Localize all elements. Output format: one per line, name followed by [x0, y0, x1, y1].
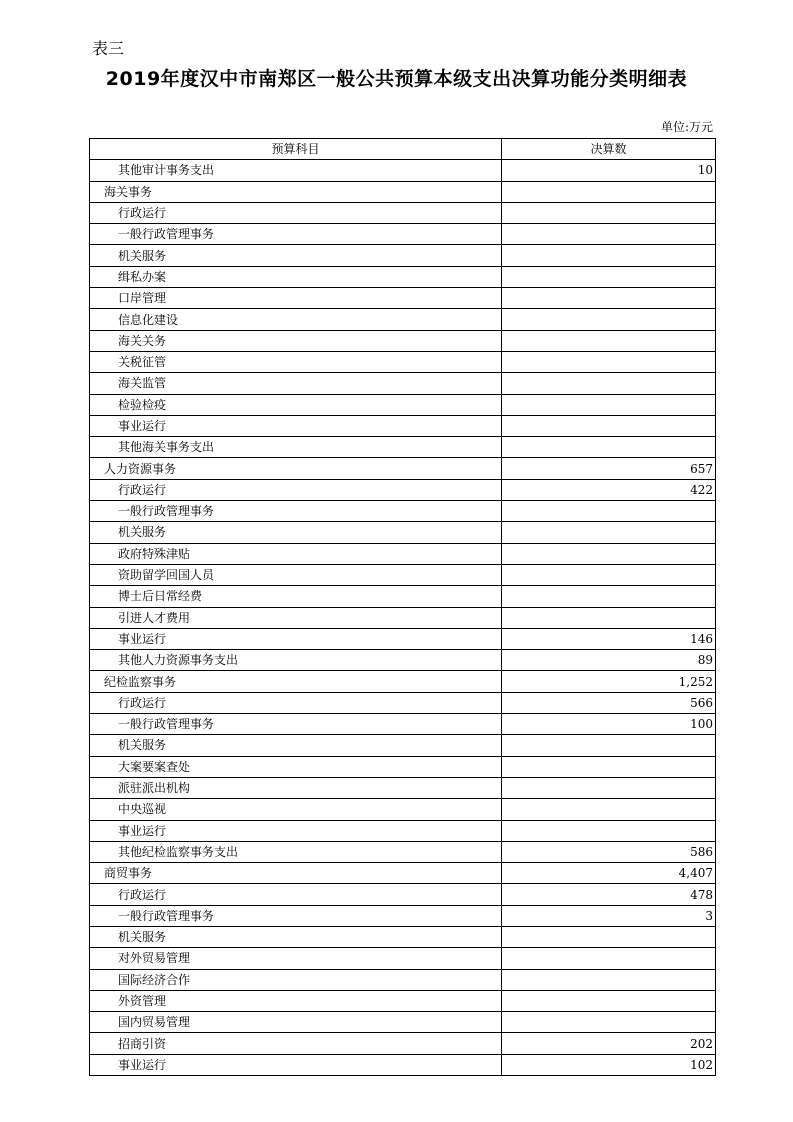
table-row	[90, 309, 716, 330]
table-row	[90, 224, 716, 245]
row-subject-name: 其他纪检监察事务支出	[90, 841, 502, 862]
row-amount: 202	[502, 1033, 716, 1054]
table-row	[90, 543, 716, 564]
row-amount	[502, 777, 716, 798]
row-amount: 566	[502, 692, 716, 713]
column-header-amount: 决算数	[502, 139, 716, 160]
row-subject-name: 检验检疫	[90, 394, 502, 415]
table-row	[90, 692, 716, 713]
row-subject-name: 事业运行	[90, 1054, 502, 1075]
table-row	[90, 501, 716, 522]
table-row	[90, 607, 716, 628]
table-row	[90, 351, 716, 372]
table-row	[90, 714, 716, 735]
row-subject-name: 海关监管	[90, 373, 502, 394]
table-row	[90, 628, 716, 649]
row-subject-name: 国际经济合作	[90, 969, 502, 990]
row-subject-name: 其他人力资源事务支出	[90, 650, 502, 671]
row-amount	[502, 564, 716, 585]
row-amount	[502, 756, 716, 777]
table-row	[90, 948, 716, 969]
row-amount: 3	[502, 905, 716, 926]
row-amount	[502, 288, 716, 309]
row-subject-name: 招商引资	[90, 1033, 502, 1054]
row-amount	[502, 224, 716, 245]
table-row	[90, 458, 716, 479]
row-amount	[502, 501, 716, 522]
row-amount	[502, 543, 716, 564]
table-row	[90, 799, 716, 820]
row-amount	[502, 735, 716, 756]
row-subject-name: 行政运行	[90, 884, 502, 905]
row-subject-name: 一般行政管理事务	[90, 501, 502, 522]
table-row	[90, 586, 716, 607]
row-subject-name: 海关关务	[90, 330, 502, 351]
table-row	[90, 394, 716, 415]
row-amount: 10	[502, 160, 716, 181]
row-amount	[502, 1012, 716, 1033]
row-amount	[502, 373, 716, 394]
row-amount	[502, 990, 716, 1011]
table-row	[90, 564, 716, 585]
row-amount	[502, 607, 716, 628]
row-subject-name: 行政运行	[90, 692, 502, 713]
row-subject-name: 机关服务	[90, 735, 502, 756]
row-subject-name: 对外贸易管理	[90, 948, 502, 969]
table-row	[90, 863, 716, 884]
table-row	[90, 266, 716, 287]
row-amount	[502, 245, 716, 266]
row-amount	[502, 948, 716, 969]
row-subject-name: 一般行政管理事务	[90, 714, 502, 735]
row-subject-name: 事业运行	[90, 415, 502, 436]
table-row	[90, 1012, 716, 1033]
row-subject-name: 商贸事务	[90, 863, 502, 884]
row-amount: 100	[502, 714, 716, 735]
row-amount	[502, 415, 716, 436]
table-header-row	[90, 139, 716, 160]
table-row	[90, 245, 716, 266]
table-row	[90, 181, 716, 202]
row-subject-name: 引进人才费用	[90, 607, 502, 628]
row-amount: 657	[502, 458, 716, 479]
table-row	[90, 1033, 716, 1054]
row-subject-name: 缉私办案	[90, 266, 502, 287]
row-subject-name: 信息化建设	[90, 309, 502, 330]
table-row	[90, 479, 716, 500]
unit-label: 单位:万元	[660, 120, 713, 134]
table-row	[90, 650, 716, 671]
row-subject-name: 事业运行	[90, 628, 502, 649]
row-amount	[502, 522, 716, 543]
page-title: 2019年度汉中市南郑区一般公共预算本级支出决算功能分类明细表	[105, 68, 688, 90]
table-row	[90, 671, 716, 692]
row-amount: 586	[502, 841, 716, 862]
row-subject-name: 机关服务	[90, 522, 502, 543]
table-row	[90, 756, 716, 777]
row-amount	[502, 330, 716, 351]
table-row	[90, 288, 716, 309]
row-amount	[502, 586, 716, 607]
row-subject-name: 人力资源事务	[90, 458, 502, 479]
row-subject-name: 其他海关事务支出	[90, 437, 502, 458]
row-subject-name: 其他审计事务支出	[90, 160, 502, 181]
row-amount	[502, 266, 716, 287]
row-subject-name: 纪检监察事务	[90, 671, 502, 692]
row-subject-name: 机关服务	[90, 245, 502, 266]
row-amount	[502, 799, 716, 820]
budget-table	[89, 138, 716, 1076]
row-subject-name: 中央巡视	[90, 799, 502, 820]
table-row	[90, 926, 716, 947]
row-amount: 89	[502, 650, 716, 671]
row-subject-name: 博士后日常经费	[90, 586, 502, 607]
table-row	[90, 841, 716, 862]
row-subject-name: 派驻派出机构	[90, 777, 502, 798]
row-amount: 1,252	[502, 671, 716, 692]
table-row	[90, 415, 716, 436]
row-amount: 146	[502, 628, 716, 649]
table-row	[90, 884, 716, 905]
row-subject-name: 行政运行	[90, 202, 502, 223]
table-row	[90, 202, 716, 223]
column-header-subject: 预算科目	[90, 139, 502, 160]
row-subject-name: 国内贸易管理	[90, 1012, 502, 1033]
row-subject-name: 海关事务	[90, 181, 502, 202]
table-row	[90, 160, 716, 181]
row-amount	[502, 394, 716, 415]
table-row	[90, 330, 716, 351]
row-amount	[502, 351, 716, 372]
row-amount	[502, 202, 716, 223]
row-subject-name: 事业运行	[90, 820, 502, 841]
row-subject-name: 大案要案查处	[90, 756, 502, 777]
table-row	[90, 735, 716, 756]
row-amount: 102	[502, 1054, 716, 1075]
row-subject-name: 口岸管理	[90, 288, 502, 309]
table-row	[90, 522, 716, 543]
table-row	[90, 373, 716, 394]
table-row	[90, 777, 716, 798]
row-amount	[502, 309, 716, 330]
row-amount	[502, 437, 716, 458]
row-subject-name: 行政运行	[90, 479, 502, 500]
row-amount: 422	[502, 479, 716, 500]
table-row	[90, 1054, 716, 1075]
table-row	[90, 990, 716, 1011]
row-amount: 478	[502, 884, 716, 905]
table-row	[90, 969, 716, 990]
row-subject-name: 政府特殊津贴	[90, 543, 502, 564]
row-amount: 4,407	[502, 863, 716, 884]
row-amount	[502, 181, 716, 202]
row-subject-name: 关税征管	[90, 351, 502, 372]
row-subject-name: 一般行政管理事务	[90, 224, 502, 245]
row-subject-name: 机关服务	[90, 926, 502, 947]
table-body	[90, 160, 716, 1076]
row-amount	[502, 969, 716, 990]
table-number-label: 表三	[92, 39, 125, 58]
table-row	[90, 820, 716, 841]
row-subject-name: 资助留学回国人员	[90, 564, 502, 585]
row-subject-name: 外资管理	[90, 990, 502, 1011]
table-row	[90, 437, 716, 458]
row-amount	[502, 926, 716, 947]
row-subject-name: 一般行政管理事务	[90, 905, 502, 926]
row-amount	[502, 820, 716, 841]
table-row	[90, 905, 716, 926]
